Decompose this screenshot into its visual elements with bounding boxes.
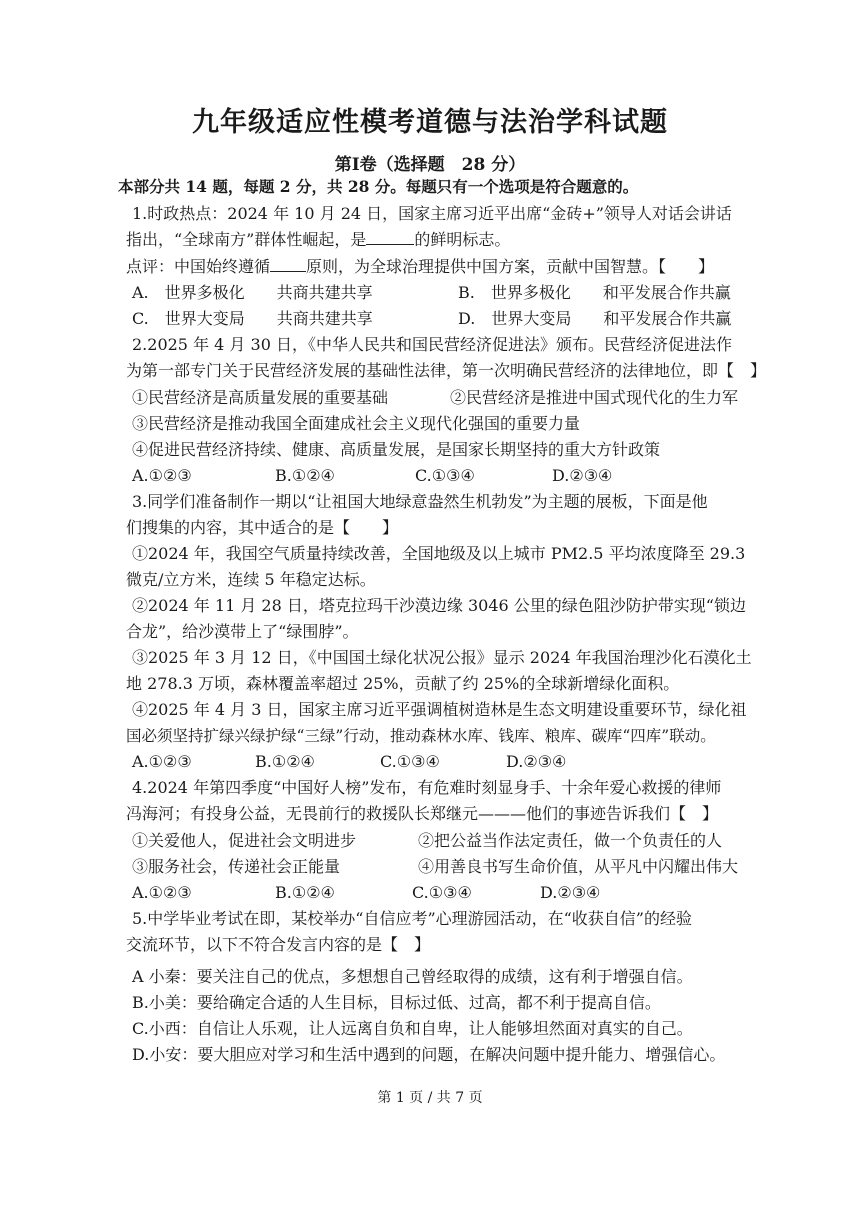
q1-comment-text: 点评：中国始终遵循	[126, 257, 271, 276]
q4-option-b: B.①②④	[275, 883, 335, 902]
q3-statement-3-line2: 地 278.3 万顷，森林覆盖率超过 25%，贡献了约 25%的全球新增绿化面积。	[126, 674, 680, 693]
q1-stem-line1: 1.时政热点：2024 年 10 月 24 日，国家主席习近平出席“金砖+”领导人对话会讲话	[132, 204, 732, 223]
q3-statement-2-line2: 合龙”，给沙漠带上了“绿围脖”。	[126, 622, 359, 641]
q5-option-d: D.小安：要大胆应对学习和生活中遇到的问题，在解决问题中提升能力、增强信心。	[132, 1045, 726, 1064]
q2-option-c: C.①③④	[415, 466, 475, 485]
q1-option-d: D. 世界大变局 和平发展合作共赢	[458, 309, 732, 328]
section-instructions: 本部分共 14 题，每题 2 分，共 28 分。每题只有一个选项是符合题意的。	[118, 177, 639, 196]
q4-statement-1: ①关爱他人，促进社会文明进步	[132, 831, 357, 850]
q1-option-c: C. 世界大变局 共商共建共享	[132, 309, 373, 328]
q5-option-c: C.小西：自信让人乐观，让人远离自负和自卑，让人能够坦然面对真实的自己。	[132, 1019, 693, 1038]
q1-option-b: B. 世界多极化 和平发展合作共赢	[458, 283, 731, 302]
q3-option-d: D.②③④	[506, 752, 567, 771]
q2-option-d: D.②③④	[552, 466, 613, 485]
q3-option-c: C.①③④	[380, 752, 440, 771]
section-heading: 第Ⅰ卷（选择题 28 分）	[334, 155, 526, 175]
q3-stem-line2: 们搜集的内容，其中适合的是【 】	[126, 518, 399, 537]
q3-statement-3-line1: ③2025 年 3 月 12 日，《中国国土绿化状况公报》显示 2024 年我国治理沙化石漠化土	[132, 648, 752, 667]
q4-stem-line1: 4.2024 年第四季度“中国好人榜”发布，有危难时刻显身手、十余年爱心救援的律师	[132, 778, 722, 797]
q4-option-d: D.②③④	[540, 883, 601, 902]
page-footer: 第 1 页 / 共 7 页	[377, 1090, 483, 1106]
q1-blank-1	[366, 230, 414, 245]
q2-statement-1: ①民营经济是高质量发展的重要基础	[132, 388, 389, 407]
q4-statement-4: ④用善良书写生命价值，从平凡中闪耀出伟大	[418, 857, 739, 876]
q5-option-a: A 小秦：要关注自己的优点，多想想自己曾经取得的成绩，这有利于增强自信。	[132, 967, 693, 986]
q5-option-b: B.小美：要给确定合适的人生目标，目标过低、过高，都不利于提高自信。	[132, 993, 661, 1012]
q1-comment-text-end: 原则，为全球治理提供中国方案，贡献中国智慧。【 】	[306, 257, 715, 276]
q3-statement-4-line2: 国必须坚持扩绿兴绿护绿“三绿”行动，推动森林水库、钱库、粮库、碳库“四库”联动。	[126, 727, 716, 745]
q5-stem-line1: 5.中学毕业考试在即，某校举办“自信应考”心理游园活动，在“收获自信”的经验	[132, 909, 692, 928]
q3-option-a: A.①②③	[132, 752, 192, 771]
q4-option-a: A.①②③	[132, 883, 192, 902]
q2-statement-3: ③民营经济是推动我国全面建成社会主义现代化强国的重要力量	[132, 414, 581, 433]
q1-stem-text-end: 的鲜明标志。	[414, 230, 511, 249]
q3-statement-4-line1: ④2025 年 4 月 3 日，国家主席习近平强调植树造林是生态文明建设重要环节，绿化祖	[132, 700, 747, 719]
q2-statement-2: ②民营经济是推进中国式现代化的生力军	[450, 388, 739, 407]
q4-statement-2: ②把公益当作法定责任，做一个负责任的人	[418, 831, 723, 850]
q5-stem-line2: 交流环节，以下不符合发言内容的是【 】	[126, 935, 431, 954]
q1-comment-line	[126, 257, 714, 277]
q3-statement-1-line1: ①2024 年，我国空气质量持续改善，全国地级及以上城市 PM2.5 平均浓度降至 29.3	[132, 544, 746, 563]
q1-option-a: A. 世界多极化 共商共建共享	[132, 283, 373, 302]
q4-stem-line2: 冯海河；有投身公益，无畏前行的救援队长郑继元———他们的事迹告诉我们【 】	[126, 804, 719, 823]
q1-stem-line2	[126, 230, 510, 250]
q3-statement-2-line1: ②2024 年 11 月 28 日，塔克拉玛干沙漠边缘 3046 公里的绿色阻沙防护带实现“锁边	[132, 596, 746, 615]
q3-stem-line1: 3.同学们准备制作一期以“让祖国大地绿意盎然生机勃发”为主题的展板，下面是他	[132, 492, 708, 511]
q3-statement-1-line2: 微克/立方米，连续 5 年稳定达标。	[126, 570, 376, 589]
q1-blank-2	[270, 257, 306, 272]
q4-option-c: C.①③④	[412, 883, 472, 902]
page-title: 九年级适应性模考道德与法治学科试题	[192, 107, 668, 138]
q4-statement-3: ③服务社会，传递社会正能量	[132, 857, 341, 876]
q2-statement-4: ④促进民营经济持续、健康、高质量发展，是国家长期坚持的重大方针政策	[132, 440, 661, 459]
q3-option-b: B.①②④	[255, 752, 315, 771]
q1-stem-text: 指出，“全球南方”群体性崛起，是	[126, 230, 367, 249]
q2-stem-line1: 2.2025 年 4 月 30 日，《中华人民共和国民营经济促进法》颁布。民营经济促进法作	[132, 335, 732, 354]
q2-option-b: B.①②④	[275, 466, 335, 485]
q2-stem-line2: 为第一部专门关于民营经济发展的基础性法律，第一次明确民营经济的法律地位，即【 】	[126, 361, 767, 380]
q2-option-a: A.①②③	[132, 466, 192, 485]
